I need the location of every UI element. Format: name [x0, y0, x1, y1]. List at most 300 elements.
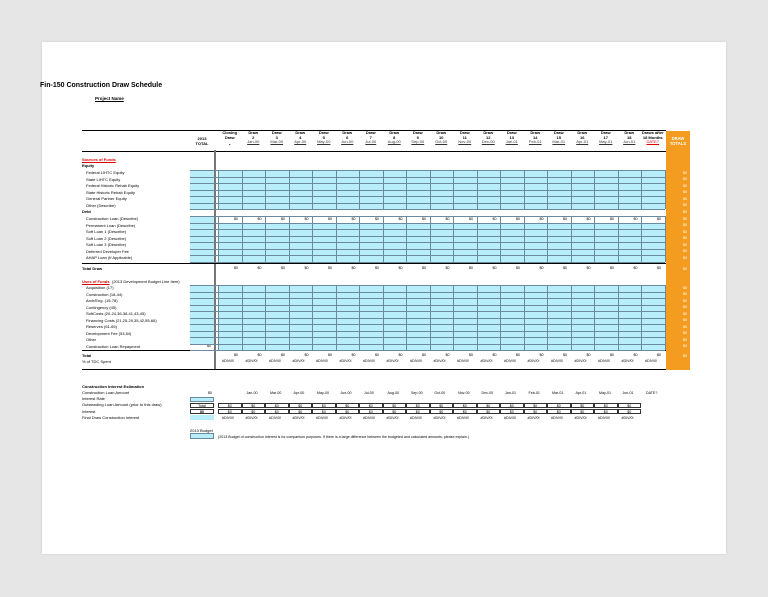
uses-total-cell: $0 [234, 353, 238, 357]
draw-col-header [289, 131, 313, 145]
grid-line [359, 285, 360, 350]
outstanding-cell: $0 [500, 403, 524, 408]
outstanding-cell: $0 [430, 403, 454, 408]
final-interest-cell: #DIV/0! [504, 415, 516, 420]
grid-line [312, 170, 313, 209]
interest-total-value: $0 [190, 409, 214, 414]
grid-line [618, 285, 619, 350]
draw-col-header [336, 131, 360, 145]
interest-date-cell: Apr-00 [293, 391, 305, 395]
draw-total-cell: $0 [683, 344, 687, 348]
draw-total-cell: $0 [683, 209, 687, 214]
outstanding-cell: $0 [242, 403, 266, 408]
total-draw-cell: $0 [281, 266, 285, 270]
grid-line [406, 170, 407, 209]
total-col-header [190, 137, 214, 146]
uses-total-cell: $0 [657, 353, 661, 357]
final-interest-cell: #DIV/0! [410, 415, 422, 420]
total-label: Total [82, 353, 92, 358]
grid-line [477, 216, 478, 262]
interest-cell: $0 [500, 409, 524, 414]
draw-total-cell: $0 [683, 305, 687, 309]
final-interest-cell: #DIV/0! [222, 415, 234, 420]
pct-tdc-cell: #DIV/0! [245, 359, 258, 363]
outstanding-cell: $0 [618, 403, 642, 408]
debt-row-label: Soft Loan 1 (Describe) [86, 229, 127, 234]
construction-loan-cell: $0 [234, 216, 238, 221]
grid-line [524, 285, 525, 350]
pct-tdc-cell: #DIV/0! [574, 359, 587, 363]
final-interest-cell: #DIV/0! [551, 415, 563, 420]
grid-line [430, 285, 431, 350]
equity-row-label: Federal Historic Rehab Equity [86, 183, 140, 188]
header-bottom-border [82, 151, 666, 152]
total-col-label: TOTAL [195, 140, 209, 146]
draw-col-date: Aug-00 [387, 139, 401, 145]
draw-total-cell: $0 [683, 177, 687, 181]
draw-col-number: 17 [603, 134, 608, 140]
interest-rate-field[interactable] [190, 397, 214, 402]
draw-col-number: 18 Months [642, 134, 663, 140]
grid-line [453, 216, 454, 262]
equity-row-label: State LIHTC Equity [86, 176, 121, 182]
sources-heading: Sources of Funds [82, 157, 116, 162]
outstanding-total-label: Total [190, 403, 214, 408]
uses-total-cell: $0 [281, 353, 285, 357]
final-interest-cell: #DIV/0! [527, 415, 540, 420]
draw-col-title: Draw [459, 130, 470, 135]
draw-col-date: May-00 [317, 139, 331, 145]
construction-loan-cell: $0 [422, 216, 426, 221]
draw-col-header [547, 131, 571, 145]
grid-line [289, 216, 290, 262]
uses-total-cell: $0 [563, 353, 567, 357]
project-name-label: Project Name [95, 96, 124, 101]
grid-line [359, 216, 360, 262]
draw-total-cell: $0 [683, 236, 687, 240]
debt-row-label: Soft Loan 3 (Describe) [86, 242, 127, 247]
interest-cell: $0 [336, 409, 360, 414]
total-draw-cell: $0 [586, 266, 591, 270]
construction-loan-cell: $0 [351, 216, 356, 221]
grid-line [406, 216, 407, 262]
uses-total-cell: $0 [328, 353, 332, 357]
draw-col-title: Draw [365, 130, 376, 135]
grid-line [618, 170, 619, 209]
draw-col-title: Draw [483, 130, 494, 135]
total-draw-cell: $0 [351, 266, 356, 270]
draw-col-date: Jan-00 [247, 139, 260, 145]
interest-date-cell: Sep-00 [411, 391, 423, 395]
construction-loan-cell: $0 [375, 216, 379, 221]
draw-col-date: Nov-00 [458, 139, 472, 145]
outstanding-cell: $0 [571, 403, 595, 408]
interest-cell: $0 [265, 409, 289, 414]
interest-cell: $0 [477, 409, 501, 414]
grid-line [641, 170, 642, 209]
total-draw-cell: $0 [563, 266, 567, 270]
final-interest-cell: #DIV/0! [316, 415, 328, 420]
uses-total-cell: $0 [469, 353, 473, 357]
draw-col-header [242, 131, 266, 145]
outstanding-cell: $0 [336, 403, 360, 408]
grid-line [218, 170, 219, 209]
interest-date-cell: Nov-00 [458, 391, 470, 395]
uses-row-label: Financing Costs (21,25-29,35,42,55-68) [86, 317, 157, 323]
grid-line [524, 216, 525, 262]
final-interest-cell: #DIV/0! [433, 415, 446, 420]
pct-tdc-cell: #DIV/0! [457, 359, 469, 363]
interest-cell: $0 [406, 409, 430, 414]
total-draw-cell: $0 [257, 266, 262, 270]
draw-col-date: Oct-00 [435, 139, 448, 145]
pct-tdc-cell: #DIV/0! [339, 359, 352, 363]
draw-col-header [430, 131, 454, 145]
pct-tdc-cell: #DIV/0! [598, 359, 610, 363]
draw-col-header [406, 131, 430, 145]
grid-line [218, 285, 219, 350]
total-draw-cell: $0 [539, 266, 544, 270]
grid-line [190, 262, 665, 263]
budget-label: 2013 Budget [190, 428, 213, 433]
draw-total-cell: $0 [683, 255, 687, 260]
grid-line [547, 170, 548, 209]
interest-cell: $0 [453, 409, 477, 414]
header-top-border [82, 130, 666, 131]
uses-total-cell: $0 [422, 353, 426, 357]
draw-total-cell: $0 [683, 331, 687, 335]
grid-line [383, 170, 384, 209]
draw-col-number: 8 [393, 134, 396, 140]
draw-total-cell: $0 [683, 311, 687, 316]
uses-total-cell: $0 [610, 353, 614, 357]
uses-total-cell: $0 [539, 353, 544, 357]
grid-line [665, 285, 666, 350]
draw-col-date: May-01 [599, 139, 613, 145]
interest-date-cell: Dec-00 [481, 391, 494, 395]
equity-label: Equity [82, 163, 95, 168]
draw-col-title: Draw [577, 130, 588, 135]
interest-date-cell: May-01 [599, 391, 611, 395]
interest-date-cell: Jun-01 [622, 391, 634, 395]
uses-row-label: SoftCosts (20-24,36-38,41,43-45) [86, 311, 146, 316]
draw-col-header [500, 131, 524, 145]
final-interest-cell: #DIV/0! [480, 415, 493, 420]
equity-row-label: General Partner Equity [86, 196, 127, 201]
grid-line [618, 216, 619, 262]
final-interest-cell: #DIV/0! [386, 415, 399, 420]
grid-line [312, 285, 313, 350]
equity-row-label: Other (Describe) [86, 202, 116, 208]
grid-line [383, 216, 384, 262]
grid-line [571, 170, 572, 209]
interest-heading: Construction Interest Estimation [82, 384, 145, 389]
draw-col-number: 3 [275, 134, 278, 140]
draw-totals-title: DRAW [671, 136, 685, 141]
grid-line [242, 170, 243, 209]
grid-line [430, 216, 431, 262]
construction-loan-cell: $0 [492, 216, 497, 221]
draw-col-date: Feb-01 [528, 139, 542, 145]
draw-total-cell: $0 [683, 170, 687, 175]
grid-line [453, 285, 454, 350]
interest-row-label: Construction Loan Amount [82, 390, 130, 395]
draw-col-title: Draws after [641, 130, 664, 135]
interest-cell: $0 [218, 409, 242, 414]
draw-col-date: Jun-01 [623, 139, 636, 145]
grid-line [190, 209, 665, 210]
construction-loan-cell: $0 [469, 216, 473, 221]
grid-line [477, 285, 478, 350]
page-title: Fin-150 Construction Draw Schedule [40, 82, 163, 89]
draw-col-header [383, 131, 407, 145]
draw-col-title: Draw [412, 130, 423, 135]
construction-loan-cell: $0 [398, 216, 403, 221]
total-draw-cell: $0 [328, 266, 332, 270]
interest-cell: $0 [312, 409, 336, 414]
debt-row-label: Soft Loan 2 (Describe) [86, 235, 127, 241]
total-draw-cell: $0 [469, 266, 473, 270]
draw-col-header [618, 131, 642, 145]
pct-tdc-cell: #DIV/0! [410, 359, 422, 363]
interest-date-cell: Jun-00 [340, 391, 352, 395]
pct-tdc-cell: #DIV/0! [621, 359, 634, 363]
debt-row-label: Deferred Developer Fee [86, 248, 129, 254]
final-interest-cell: #DIV/0! [574, 415, 587, 420]
interest-date-cell: Jul-00 [364, 391, 374, 395]
construction-loan-cell: $0 [257, 216, 262, 221]
interest-date-cell: Mar-01 [552, 391, 564, 395]
uses-total-cell: $0 [304, 353, 309, 357]
draw-col-header [265, 131, 289, 145]
total-draw-border [82, 263, 666, 264]
draw-col-title: Draw [342, 130, 353, 135]
total-draw-cell: $0 [234, 266, 238, 270]
draw-col-date: Dec-00 [481, 139, 495, 145]
draw-total-cell: $0 [683, 196, 687, 201]
outstanding-cell: $0 [312, 403, 336, 408]
grid-line [336, 285, 337, 350]
grid-line [665, 216, 666, 262]
final-interest-cell: #DIV/0! [292, 415, 305, 420]
grid-line [383, 285, 384, 350]
pct-tdc-cell: #DIV/0! [645, 359, 657, 363]
draw-col-title: Draw [389, 130, 400, 135]
draw-col-header [641, 131, 665, 145]
total-draw-label: Total Draw [82, 266, 103, 271]
grid-line [477, 170, 478, 209]
pct-tdc-cell: #DIV/0! [269, 359, 281, 363]
interest-cell: $0 [524, 409, 548, 414]
debt-label: Debt [82, 209, 91, 214]
uses-total-cell: $0 [633, 353, 638, 357]
draw-total-cell: $0 [683, 324, 687, 329]
construction-loan-cell: $0 [586, 216, 591, 221]
draw-total-cell: $0 [683, 298, 687, 303]
draw-col-number: Draw [224, 134, 235, 140]
interest-date-cell: May-00 [317, 391, 329, 395]
grid-line [190, 350, 665, 351]
interest-cell: $0 [383, 409, 407, 414]
draw-col-number: 15 [556, 134, 561, 140]
final-interest-field[interactable] [190, 415, 214, 420]
grid-line [594, 216, 595, 262]
draw-col-header [477, 131, 501, 145]
draw-col-date: Apr-00 [294, 139, 307, 145]
draw-col-date: Jun-00 [341, 139, 354, 145]
interest-date-cell: Apr-01 [575, 391, 587, 395]
pct-tdc-label: % of TDC Spent [82, 359, 111, 364]
interest-cell: $0 [618, 409, 642, 414]
total-draw-cell: $0 [398, 266, 403, 270]
draw-total-cell: $0 [683, 353, 687, 358]
grid-line [571, 216, 572, 262]
uses-total-cell: $0 [257, 353, 262, 357]
interest-date-cell: Oct-00 [434, 391, 446, 395]
draw-total-cell: $0 [683, 216, 687, 221]
grid-line [571, 285, 572, 350]
outstanding-cell: $0 [359, 403, 383, 408]
final-interest-cell: #DIV/0! [621, 415, 634, 420]
draw-total-cell: $0 [683, 249, 687, 253]
outstanding-cell: $0 [453, 403, 477, 408]
draw-col-header [359, 131, 383, 145]
draw-col-date: Mar-01 [552, 139, 566, 145]
interest-date-cell: Jan-01 [505, 391, 516, 395]
grid-line [312, 216, 313, 262]
total-draw-cell: $0 [445, 266, 450, 270]
draw-total-cell: $0 [683, 223, 687, 227]
grid-line [594, 285, 595, 350]
draw-totals-subtitle: TOTALS [669, 141, 687, 146]
grid-line [359, 170, 360, 209]
draw-col-date: DATE? [646, 139, 660, 145]
interest-cell: $0 [571, 409, 595, 414]
outstanding-cell: $0 [289, 403, 313, 408]
draw-total-cell: $0 [683, 318, 687, 322]
interest-cell: $0 [430, 409, 454, 414]
grid-line [524, 170, 525, 209]
draw-col-date: Jul-00 [365, 139, 377, 145]
construction-loan-cell: $0 [539, 216, 544, 221]
draw-col-header [594, 131, 618, 145]
budget-field[interactable] [190, 433, 214, 439]
final-interest-cell: #DIV/0! [457, 415, 469, 420]
equity-row-label: Federal LIHTC Equity [86, 170, 125, 175]
pct-tdc-cell: #DIV/0! [363, 359, 375, 363]
final-interest-cell: #DIV/0! [363, 415, 375, 420]
grid-line [500, 216, 501, 262]
uses-row-label: Construction (18-44) [86, 291, 123, 297]
draw-total-cell: $0 [683, 242, 687, 247]
draw-col-number: 4 [299, 134, 302, 140]
debt-row-label: Permanent Loan (Describe) [86, 222, 136, 228]
construction-loan-cell: $0 [445, 216, 450, 221]
grid-line [594, 170, 595, 209]
pct-tdc-cell: #DIV/0! [433, 359, 446, 363]
draw-col-title: Draw [553, 130, 564, 135]
grid-line [500, 285, 501, 350]
final-interest-cell: #DIV/0! [269, 415, 281, 420]
draw-col-title: Draw [600, 130, 611, 135]
draw-total-cell: $0 [683, 266, 687, 271]
interest-date-cell: Feb-01 [528, 391, 540, 395]
uses-row-label: Contingency (45) [86, 304, 117, 310]
uses-row-label: Other [86, 337, 97, 342]
uses-row-label: Acquisition (17) [86, 285, 114, 290]
draw-col-header [218, 131, 242, 145]
interest-row-label: Final Draw Construction Interest [82, 414, 140, 420]
uses-row-label: Development Fee (53,54) [86, 330, 132, 336]
draw-total-cell: $0 [683, 229, 687, 234]
outstanding-cell: $0 [477, 403, 501, 408]
interest-date-cell: Aug-00 [387, 391, 400, 395]
draw-col-title: Draw [530, 130, 541, 135]
uses-heading: Uses of Funds [82, 279, 110, 284]
construction-loan-cell: $0 [281, 216, 285, 221]
total-draw-cell: $0 [633, 266, 638, 270]
draw-col-date [218, 140, 242, 145]
pct-tdc-cell: #DIV/0! [292, 359, 305, 363]
final-interest-cell: #DIV/0! [598, 415, 610, 420]
draw-col-title: Draw [271, 130, 282, 135]
grid-line [641, 216, 642, 262]
draw-col-title: Draw [624, 130, 635, 135]
pct-tdc-cell: #DIV/0! [504, 359, 516, 363]
grid-line [430, 170, 431, 209]
draw-col-title: Draw [295, 130, 306, 135]
draw-total-cell: $0 [683, 285, 687, 290]
grid-line [265, 216, 266, 262]
construction-loan-cell: $0 [563, 216, 567, 221]
draw-col-header [312, 131, 336, 145]
construction-loan-cell: $0 [304, 216, 309, 221]
draw-col-number: 18 [627, 134, 632, 140]
draw-col-title: Draw [506, 130, 517, 135]
draw-col-number: 14 [533, 134, 538, 140]
draw-total-cell: $0 [683, 183, 687, 188]
draw-col-date: Jan-01 [505, 139, 518, 145]
draw-total-cell: $0 [683, 190, 687, 194]
draw-col-header [524, 131, 548, 145]
draw-col-date: Apr-01 [576, 139, 589, 145]
interest-row-label: Outstanding Loan Amount (prior to this draw) [82, 402, 162, 408]
grid-line [547, 216, 548, 262]
grid-line [242, 285, 243, 350]
interest-date-cell: Mar-00 [270, 391, 282, 395]
loan-amount-value: $0 [208, 391, 212, 395]
interest-cell: $0 [547, 409, 571, 414]
uses-total-cell: $0 [492, 353, 497, 357]
total-draw-cell: $0 [657, 266, 661, 270]
total-draw-cell: $0 [516, 266, 520, 270]
loan-repayment-total: $0 [207, 344, 211, 348]
grid-line [336, 216, 337, 262]
draw-col-number: 10 [439, 134, 444, 140]
total-draw-cell: $0 [304, 266, 309, 270]
interest-cell: $0 [289, 409, 313, 414]
draw-col-title: Draw [436, 130, 447, 135]
grid-line [547, 285, 548, 350]
outstanding-cell: $0 [594, 403, 618, 408]
final-interest-cell: #DIV/0! [339, 415, 352, 420]
uses-total-cell: $0 [351, 353, 356, 357]
budget-note: (2013 Budget of construction interest is for comparison purposes. If there is a large difference between the budgeted and calculated amounts, please explain.) [218, 435, 470, 439]
uses-row-label: Arch/Eng. (15-78) [86, 298, 118, 303]
draw-col-number: 2 [252, 134, 255, 140]
pct-tdc-cell: #DIV/0! [386, 359, 399, 363]
equity-row-label: State Historic Rehab Equity [86, 189, 135, 195]
